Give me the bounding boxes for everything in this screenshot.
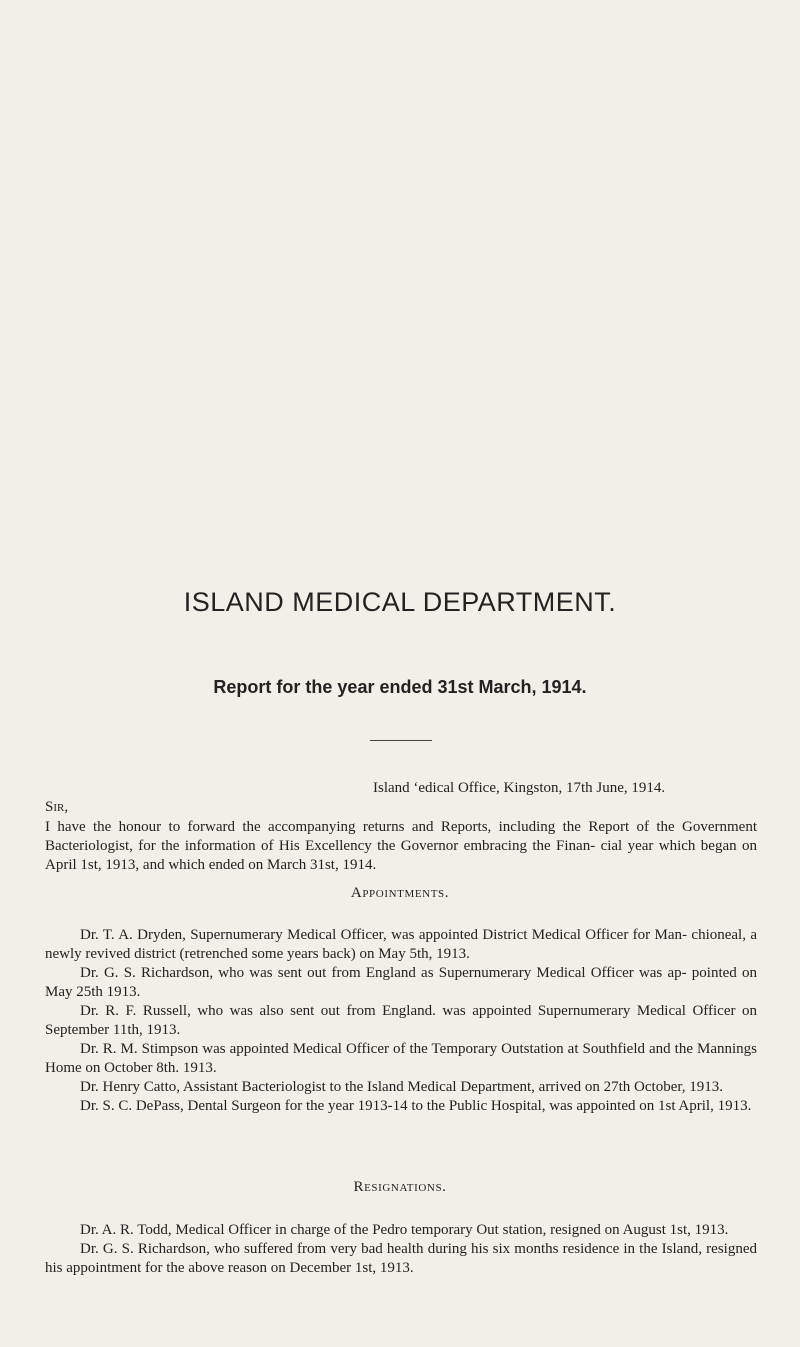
appointment-paragraph: Dr. T. A. Dryden, Supernumerary Medical Officer, was appointed District Medical Officer for Man- chioneal, a newly revived district (retrenched some years back) on May 5th, 1913. (45, 927, 757, 962)
document-title: ISLAND MEDICAL DEPARTMENT. (183, 587, 617, 617)
appointment-paragraph: Dr. R. M. Stimpson was appointed Medical Officer of the Temporary Outstation at Southfield and the Mannings Home on October 8th. 1913. (45, 1041, 757, 1076)
resignation-paragraph: Dr. G. S. Richardson, who suffered from very bad health during his six months residence in the Island, resigned his appointment for the above reason on December 1st, 1913. (45, 1241, 757, 1276)
salutation: Sir, (45, 799, 69, 815)
intro-paragraph: I have the honour to forward the accompanying returns and Reports, including the Report of the Government Bacteriologist, for the information of His Excellency the Governor embracing the Finan‑ cial year which began on April 1st, 1913, and which ended on March 31st, 1914. (45, 819, 757, 873)
appointment-paragraph: Dr. Henry Catto, Assistant Bacteriologist to the Island Medical Department, arrived on 27th October, 1913. (80, 1079, 724, 1095)
resignations-section (45, 1221, 757, 1278)
dateline: Island ‘edical Office, Kingston, 17th June, 1914. (373, 780, 666, 796)
appointments-heading: Appointments. (350, 885, 450, 901)
appointment-paragraph: Dr. R. F. Russell, who was also sent out from England. was appointed Supernumerary Medical Officer on September 11th, 1913. (45, 1003, 757, 1038)
resignation-paragraph: Dr. A. R. Todd, Medical Officer in charge of the Pedro temporary Out station, resigned on August 1st, 1913. (80, 1222, 729, 1238)
appointment-paragraph: Dr. S. C. DePass, Dental Surgeon for the year 1913-14 to the Public Hospital, was appointed on 1st April, 1913. (80, 1098, 752, 1114)
appointment-paragraph: Dr. G. S. Richardson, who was sent out from England as Supernumerary Medical Officer was ap- pointed on May 25th 1913. (45, 965, 757, 1000)
intro-section (45, 818, 757, 875)
report-subtitle: Report for the year ended 31st March, 1914. (213, 677, 587, 697)
resignations-heading: Resignations. (353, 1179, 447, 1195)
divider-rule (370, 740, 432, 741)
appointments-section (45, 926, 757, 1116)
